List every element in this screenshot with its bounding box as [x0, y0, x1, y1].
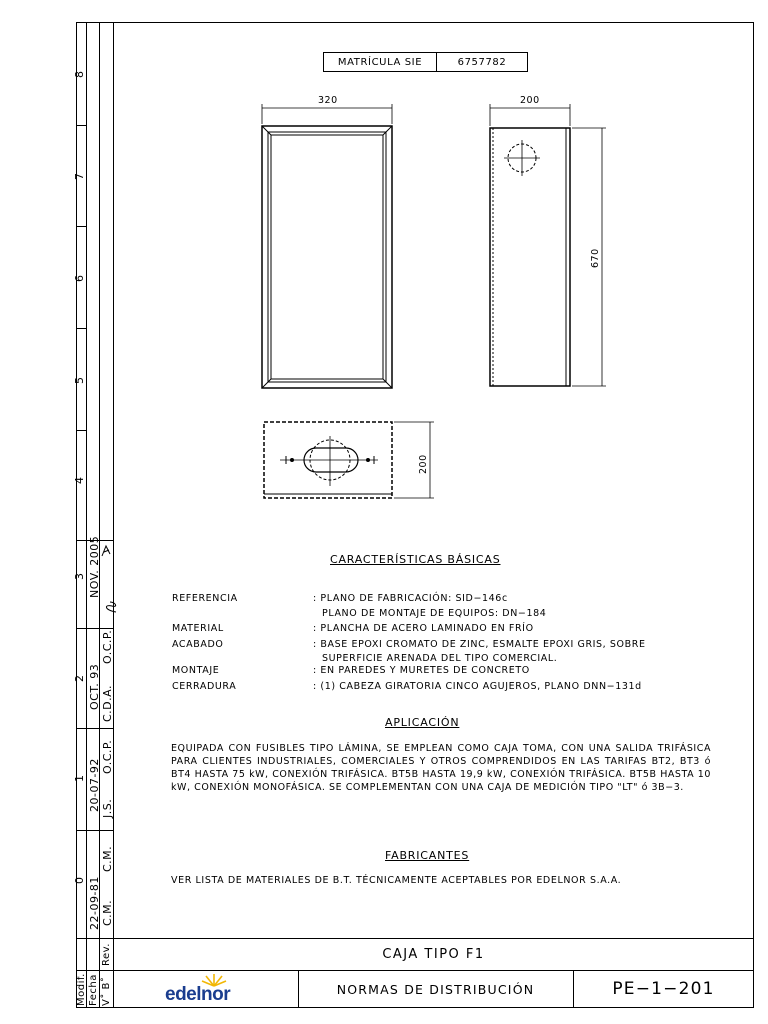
- revision-checked: O.C.P.: [101, 629, 114, 664]
- zone-label: 1: [73, 775, 86, 782]
- drawing-title: CAJA TIPO F1: [382, 946, 485, 962]
- char-value: : (1) CABEZA GIRATORIA CINCO AGUJEROS, PLANO DNN−131d: [313, 681, 642, 692]
- revision-by: C.M.: [101, 899, 114, 926]
- zone-label: 7: [73, 173, 86, 180]
- manufacturers-heading: FABRICANTES: [385, 849, 470, 862]
- revision-checked: C.M.: [101, 845, 114, 872]
- zone-label: 8: [73, 71, 86, 78]
- zone-label: 4: [73, 477, 86, 484]
- char-label: ACABADO: [172, 639, 224, 650]
- header-modif: Modif.: [76, 973, 87, 1006]
- char-label: MONTAJE: [172, 665, 220, 676]
- revision-date: OCT. 93: [88, 663, 101, 710]
- revision-signature: [102, 600, 125, 614]
- bottom-view: [264, 422, 434, 498]
- application-text: EQUIPADA CON FUSIBLES TIPO LÁMINA, SE EMPLEAN COMO CAJA TOMA, CON UNA SALIDA TRIFÁSICA PARA CLIENTES INDUSTRIALES, COMERCIALES Y OTROS COMPRENDIDOS EN LAS TARIFAS BT2, BT3 ó BT4 HASTA 75 kW, CONEXIÓN TRIFÁSICA. BT5B HASTA 19,9 kW, CONEXIÓN TRIFÁSICA. BT5B HASTA 10 kW, CONEXIÓN MONOFÁSICA. SE COMPLEMENTAN CON UNA CAJA DE MEDICIÓN TIPO "LT" ó 3B−3.: [171, 743, 711, 793]
- front-view: [262, 104, 392, 388]
- zone-tick: [76, 226, 86, 227]
- characteristics-heading: CARACTERÍSTICAS BÁSICAS: [330, 553, 501, 566]
- signature-mark: [100, 544, 112, 558]
- strip-divider: [86, 22, 87, 1008]
- zone-tick: [76, 430, 86, 431]
- revision-by: C.D.A.: [101, 685, 114, 722]
- zone-tick: [76, 125, 86, 126]
- zone-label: 6: [73, 275, 86, 282]
- zone-label: 5: [73, 377, 86, 384]
- revision-by: J.S.: [101, 798, 114, 818]
- header-rev: Rev.: [101, 943, 112, 966]
- char-value: SUPERFICIE ARENADA DEL TIPO COMERCIAL.: [322, 653, 558, 664]
- revision-date: 20-07-92: [88, 758, 101, 812]
- char-label: MATERIAL: [172, 623, 224, 634]
- zone-label: 0: [73, 877, 86, 884]
- revision-signature: [100, 543, 112, 562]
- char-value: : BASE EPOXI CROMATO DE ZINC, ESMALTE EPOXI GRIS, SOBRE: [313, 639, 646, 650]
- revision-row-line: [76, 830, 113, 831]
- application-heading: APLICACIÓN: [385, 716, 460, 729]
- char-value: : PLANO DE FABRICACIÓN: SID−146c: [313, 593, 508, 604]
- revision-date: 22-09-81: [88, 876, 101, 930]
- document-code: PE−1−201: [612, 979, 715, 999]
- signature-mark: [102, 600, 122, 614]
- char-label: CERRADURA: [172, 681, 237, 692]
- char-value: : PLANCHA DE ACERO LAMINADO EN FRÍO: [313, 623, 534, 634]
- edelnor-logo: [165, 972, 255, 1006]
- zone-label: 3: [73, 573, 86, 580]
- revision-date: NOV. 2005: [88, 535, 101, 598]
- revision-row-line: [76, 728, 113, 729]
- matricula-value: 6757782: [436, 52, 528, 72]
- dim-front-width: 320: [318, 95, 338, 106]
- technical-drawing: [240, 92, 620, 512]
- char-value: PLANO DE MONTAJE DE EQUIPOS: DN−184: [322, 608, 547, 619]
- char-label: REFERENCIA: [172, 593, 238, 604]
- char-value: : EN PAREDES Y MURETES DE CONCRETO: [313, 665, 530, 676]
- norms-label: NORMAS DE DISTRIBUCIÓN: [336, 981, 535, 997]
- header-vb: V˚ B˚: [101, 976, 112, 1006]
- dim-height: 670: [590, 248, 601, 268]
- header-fecha: Fecha: [88, 974, 99, 1006]
- side-view: [490, 104, 606, 386]
- zone-tick: [76, 328, 86, 329]
- dim-bottom-depth: 200: [418, 454, 429, 474]
- manufacturers-text: VER LISTA DE MATERIALES DE B.T. TÉCNICAMENTE ACEPTABLES POR EDELNOR S.A.A.: [171, 875, 622, 886]
- logo-text: edelnor: [165, 984, 231, 1005]
- matricula-label: MATRÍCULA SIE: [323, 52, 437, 72]
- strip-divider: [99, 22, 100, 1008]
- dim-side-width: 200: [520, 95, 540, 106]
- revision-checked: O.C.P.: [101, 739, 114, 774]
- zone-label: 2: [73, 675, 86, 682]
